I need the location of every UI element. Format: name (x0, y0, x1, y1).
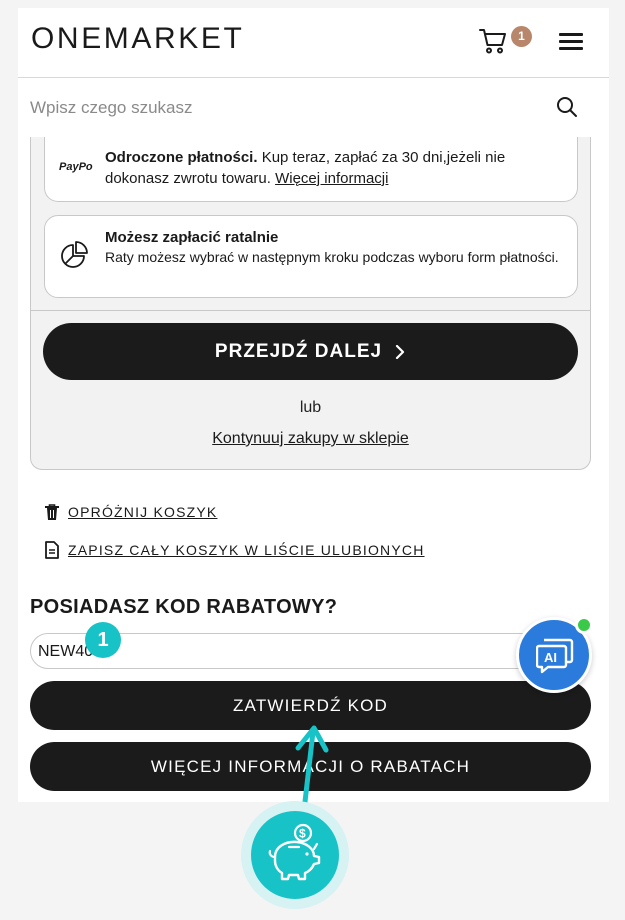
svg-text:AI: AI (544, 650, 557, 665)
installments-description: Raty możesz wybrać w następnym kroku podczas wyboru form płatności. (105, 249, 559, 265)
step-number-badge: 1 (85, 622, 121, 658)
empty-cart-label: OPRÓŻNIJ KOSZYK (68, 504, 218, 520)
continue-shopping-link-wrap (31, 430, 590, 448)
svg-text:$: $ (299, 826, 306, 841)
proceed-button[interactable] (43, 323, 578, 380)
more-discount-info-button[interactable]: WIĘCEJ INFORMACJI O RABATACH (30, 742, 591, 791)
cart-summary-box (30, 137, 591, 470)
or-label: lub (299, 399, 322, 416)
divider (31, 310, 590, 311)
proceed-button-label: PRZEJDŹ DALEJ (214, 340, 383, 362)
confirm-code-button[interactable]: ZATWIERDŹ KOD (30, 681, 591, 730)
search-bar (18, 79, 609, 137)
coupon-code-input[interactable] (38, 641, 238, 663)
cart-icon[interactable] (478, 26, 508, 56)
paypo-logo: PayPo (59, 161, 93, 173)
search-icon[interactable] (556, 96, 578, 118)
cart-count-badge: 1 (511, 26, 532, 47)
logo[interactable]: ONEMARKET (31, 22, 245, 55)
chevron-right-icon (394, 345, 406, 359)
page (18, 8, 609, 802)
empty-cart-link[interactable] (44, 503, 217, 521)
deferred-payment-text (105, 147, 563, 189)
deferred-payment-title: Odroczone płatności. (105, 149, 258, 166)
header (18, 8, 609, 78)
deferred-payment-card (44, 137, 578, 202)
menu-icon[interactable] (559, 33, 583, 49)
continue-shopping-link[interactable]: Kontynuuj zakupy w sklepie (212, 430, 409, 447)
save-cart-to-favorites-link[interactable] (44, 541, 425, 559)
more-info-link[interactable]: Więcej informacji (275, 170, 389, 187)
ai-chat-icon (536, 638, 574, 674)
deferred-payment-description: Kup teraz, zapłać za 30 dni,jeżeli nie dokonasz zwrotu towaru. (105, 149, 506, 187)
online-status-dot (575, 616, 593, 634)
installments-card (44, 215, 578, 298)
search-input[interactable] (30, 93, 530, 123)
trash-icon (44, 503, 60, 521)
piggy-bank-badge (251, 811, 339, 899)
installments-title: Możesz zapłacić ratalnie (105, 229, 279, 246)
pie-chart-icon (59, 240, 89, 272)
installments-text (105, 228, 563, 267)
piggy-bank-icon (261, 821, 329, 889)
coupon-title: POSIADASZ KOD RABATOWY? (30, 596, 338, 618)
document-icon (44, 541, 60, 559)
save-cart-label: ZAPISZ CAŁY KOSZYK W LIŚCIE ULUBIONYCH (68, 542, 425, 558)
